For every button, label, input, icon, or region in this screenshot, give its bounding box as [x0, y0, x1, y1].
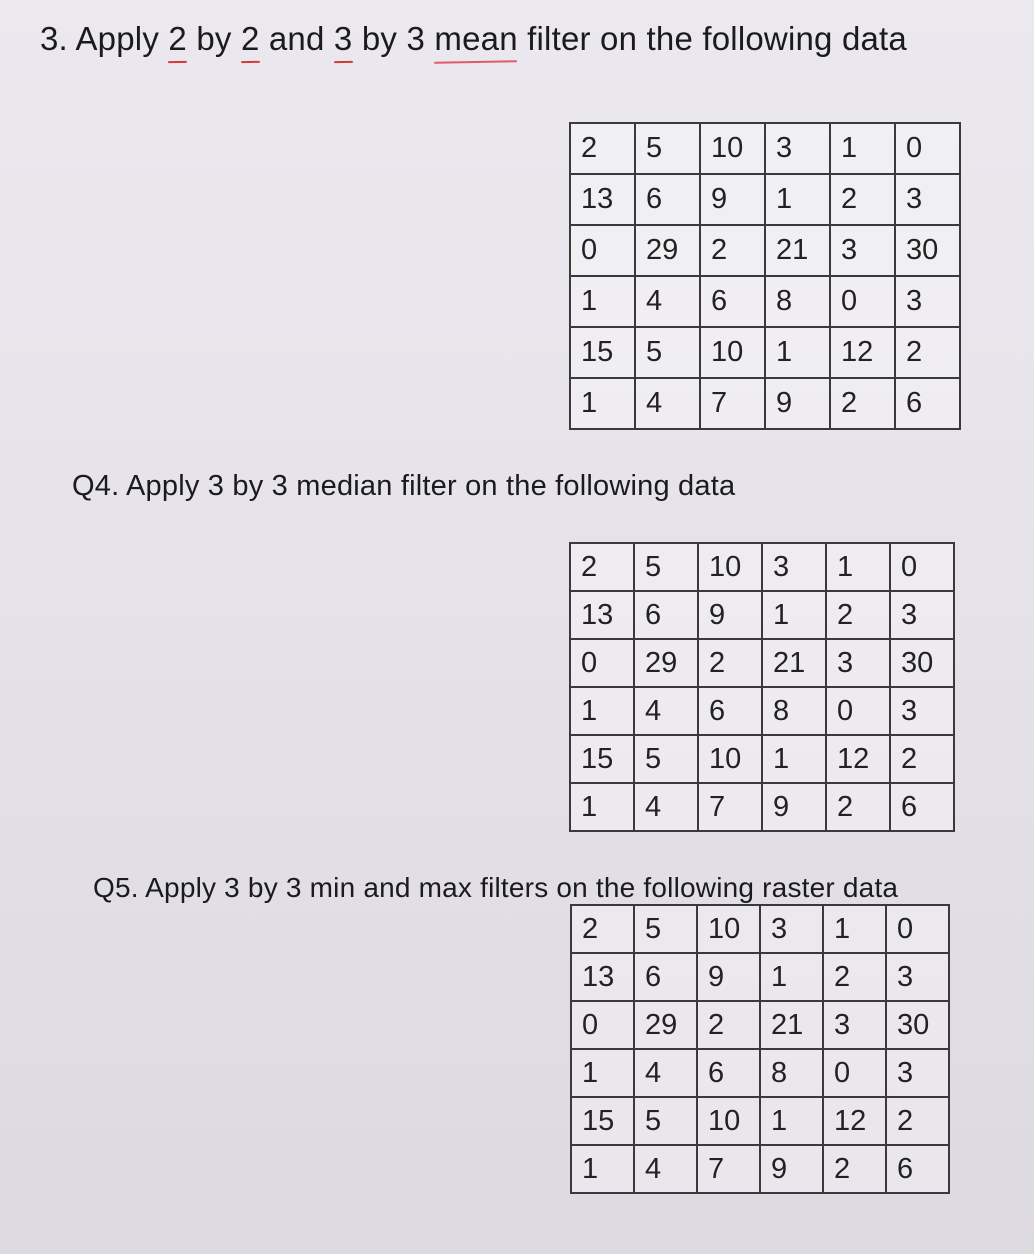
grid-cell: 9 [760, 1145, 823, 1193]
grid-row [571, 1001, 949, 1049]
grid-cell: 1 [762, 591, 826, 639]
q3-text-prefix: 3. Apply [40, 20, 169, 57]
q3-text-suffix: filter on the following data [517, 20, 907, 57]
grid-cell: 3 [830, 225, 895, 276]
q3-underlined-2b: 2 [240, 20, 260, 57]
grid-cell: 3 [895, 276, 960, 327]
grid-cell: 5 [635, 327, 700, 378]
grid-cell: 9 [700, 174, 765, 225]
grid-cell: 0 [895, 123, 960, 174]
grid-cell: 0 [890, 543, 954, 591]
grid-row [570, 378, 960, 429]
grid-row [570, 735, 954, 783]
grid-cell: 6 [886, 1145, 949, 1193]
grid-cell: 5 [634, 735, 698, 783]
grid-row [570, 591, 954, 639]
grid-cell: 5 [634, 905, 697, 953]
grid-cell: 0 [826, 687, 890, 735]
grid-cell: 2 [697, 1001, 760, 1049]
grid-cell: 2 [823, 1145, 886, 1193]
q3-data-grid [569, 122, 961, 430]
grid-cell: 1 [571, 1049, 634, 1097]
q3-text-3b: 3 [406, 20, 426, 57]
grid-cell: 4 [635, 378, 700, 429]
grid-row [571, 1097, 949, 1145]
grid-cell: 2 [830, 174, 895, 225]
grid-cell: 0 [830, 276, 895, 327]
grid-cell: 3 [886, 953, 949, 1001]
q3-text-and: and [259, 20, 334, 57]
grid-cell: 10 [700, 327, 765, 378]
grid-cell: 13 [571, 953, 634, 1001]
grid-cell: 1 [760, 1097, 823, 1145]
grid-cell: 1 [570, 687, 634, 735]
grid-cell: 1 [765, 327, 830, 378]
q3-text-by-2: by [352, 20, 407, 57]
grid-cell: 1 [765, 174, 830, 225]
q3-text-space [425, 20, 434, 57]
grid-cell: 8 [762, 687, 826, 735]
grid-row [570, 174, 960, 225]
grid-cell: 7 [698, 783, 762, 831]
grid-cell: 3 [890, 591, 954, 639]
grid-row [570, 276, 960, 327]
grid-cell: 12 [823, 1097, 886, 1145]
grid-cell: 1 [760, 953, 823, 1001]
q3-underlined-mean: mean [434, 20, 518, 57]
grid-cell: 2 [886, 1097, 949, 1145]
grid-cell: 4 [634, 1049, 697, 1097]
grid-cell: 2 [571, 905, 634, 953]
grid-cell: 9 [762, 783, 826, 831]
grid-cell: 6 [635, 174, 700, 225]
grid-row [571, 953, 949, 1001]
grid-cell: 1 [830, 123, 895, 174]
question-5: Q5. Apply 3 by 3 min and max filters on the following raster data [93, 872, 899, 903]
grid-cell: 6 [697, 1049, 760, 1097]
grid-cell: 0 [570, 225, 635, 276]
grid-cell: 9 [697, 953, 760, 1001]
grid-cell: 8 [760, 1049, 823, 1097]
grid-cell: 3 [823, 1001, 886, 1049]
grid-cell: 10 [698, 543, 762, 591]
grid-cell: 30 [895, 225, 960, 276]
grid-row [570, 639, 954, 687]
grid-cell: 10 [698, 735, 762, 783]
grid-row [571, 1049, 949, 1097]
grid-cell: 2 [826, 591, 890, 639]
question-4: Q4. Apply 3 by 3 median filter on the following data [72, 470, 736, 502]
grid-cell: 3 [762, 543, 826, 591]
grid-cell: 1 [823, 905, 886, 953]
grid-cell: 4 [634, 783, 698, 831]
grid-cell: 0 [823, 1049, 886, 1097]
grid-row [571, 1145, 949, 1193]
grid-cell: 15 [570, 327, 635, 378]
grid-cell: 15 [570, 735, 634, 783]
grid-row [570, 327, 960, 378]
grid-cell: 21 [765, 225, 830, 276]
q4-data-grid [569, 542, 955, 832]
q3-text-by: by [186, 20, 241, 57]
grid-cell: 12 [826, 735, 890, 783]
grid-cell: 4 [634, 687, 698, 735]
q5-data-grid [570, 904, 950, 1194]
grid-cell: 2 [823, 953, 886, 1001]
grid-cell: 1 [570, 783, 634, 831]
grid-cell: 2 [570, 543, 634, 591]
grid-cell: 2 [830, 378, 895, 429]
grid-cell: 9 [765, 378, 830, 429]
grid-cell: 1 [570, 276, 635, 327]
grid-cell: 2 [700, 225, 765, 276]
grid-cell: 8 [765, 276, 830, 327]
grid-cell: 3 [826, 639, 890, 687]
grid-cell: 12 [830, 327, 895, 378]
grid-cell: 21 [762, 639, 826, 687]
grid-cell: 15 [571, 1097, 634, 1145]
grid-cell: 10 [700, 123, 765, 174]
grid-cell: 5 [635, 123, 700, 174]
grid-cell: 21 [760, 1001, 823, 1049]
grid-cell: 13 [570, 591, 634, 639]
grid-cell: 6 [890, 783, 954, 831]
grid-cell: 2 [570, 123, 635, 174]
grid-cell: 6 [895, 378, 960, 429]
grid-row [570, 687, 954, 735]
grid-cell: 2 [826, 783, 890, 831]
grid-row [570, 123, 960, 174]
grid-cell: 2 [698, 639, 762, 687]
grid-row [571, 905, 949, 953]
grid-cell: 4 [634, 1145, 697, 1193]
grid-cell: 0 [886, 905, 949, 953]
grid-cell: 1 [762, 735, 826, 783]
grid-row [570, 225, 960, 276]
grid-row [570, 543, 954, 591]
grid-cell: 1 [826, 543, 890, 591]
grid-cell: 1 [571, 1145, 634, 1193]
grid-cell: 13 [570, 174, 635, 225]
grid-cell: 29 [634, 1001, 697, 1049]
grid-cell: 29 [635, 225, 700, 276]
grid-cell: 0 [570, 639, 634, 687]
grid-cell: 30 [890, 639, 954, 687]
grid-cell: 7 [700, 378, 765, 429]
q3-underlined-3a: 3 [333, 20, 353, 57]
grid-cell: 3 [760, 905, 823, 953]
grid-cell: 3 [895, 174, 960, 225]
q3-underlined-2a: 2 [168, 20, 187, 57]
grid-cell: 7 [697, 1145, 760, 1193]
grid-cell: 0 [571, 1001, 634, 1049]
grid-cell: 3 [890, 687, 954, 735]
grid-cell: 1 [570, 378, 635, 429]
grid-cell: 10 [697, 905, 760, 953]
grid-cell: 30 [886, 1001, 949, 1049]
grid-cell: 10 [697, 1097, 760, 1145]
grid-cell: 2 [890, 735, 954, 783]
grid-row [570, 783, 954, 831]
question-3 [40, 20, 907, 58]
grid-cell: 5 [634, 1097, 697, 1145]
grid-cell: 5 [634, 543, 698, 591]
grid-cell: 6 [634, 953, 697, 1001]
grid-cell: 6 [698, 687, 762, 735]
grid-cell: 3 [765, 123, 830, 174]
grid-cell: 6 [700, 276, 765, 327]
grid-cell: 29 [634, 639, 698, 687]
grid-cell: 4 [635, 276, 700, 327]
grid-cell: 2 [895, 327, 960, 378]
grid-cell: 6 [634, 591, 698, 639]
grid-cell: 9 [698, 591, 762, 639]
grid-cell: 3 [886, 1049, 949, 1097]
